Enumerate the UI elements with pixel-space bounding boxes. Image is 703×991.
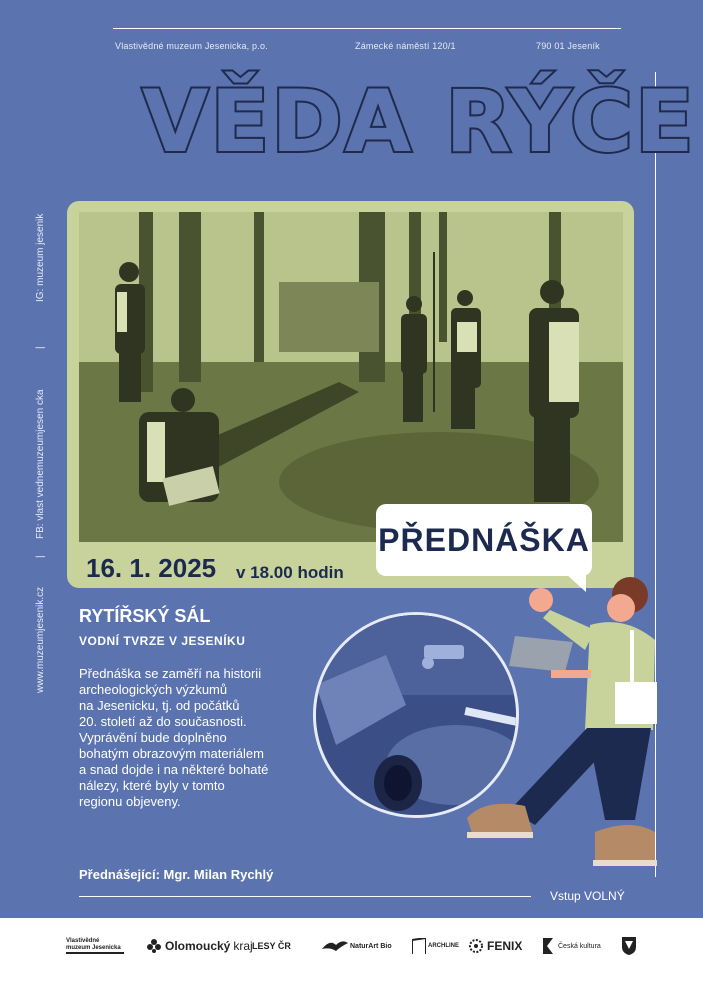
lecturer-cartoon-figure bbox=[455, 570, 670, 885]
entry-info: Vstup VOLNÝ bbox=[550, 889, 625, 903]
sidebar-web[interactable]: www.muzeumjesenik.cz bbox=[35, 586, 46, 693]
bottom-rule bbox=[79, 896, 531, 897]
logo-olomoucky-kraj[interactable] bbox=[146, 926, 253, 966]
poster-title: VĚDA RÝČE bbox=[142, 72, 696, 172]
sidebar-separator: | bbox=[35, 346, 46, 349]
bird-icon bbox=[322, 939, 348, 953]
lecture-label: PŘEDNÁŠKA bbox=[378, 522, 590, 558]
venue-subtitle: VODNÍ TVRZE V JESENÍKU bbox=[79, 634, 246, 648]
gear-icon bbox=[468, 938, 484, 954]
forest-scene-illustration bbox=[79, 212, 623, 542]
logo-naturart-text: NaturArt Bio bbox=[350, 942, 392, 950]
street-address: Zámecké náměstí 120/1 bbox=[355, 41, 456, 51]
logo-jesenik[interactable] bbox=[622, 926, 636, 966]
institution-address: Vlastivědné muzeum Jesenicka, p.o. bbox=[115, 41, 268, 51]
venue-name: RYTÍŘSKÝ SÁL bbox=[79, 606, 211, 626]
flower-icon bbox=[146, 938, 162, 954]
lecture-description: Přednáška se zaměří na historii archeologických výzkumů na Jesenicku, tj. od počátků 20. století až do současnosti. Vyprávění bude doplněno bohatým obrazovým materiálem a snad dojde i na některé bohaté nálezy, které byly v tomto regionu objeveny. bbox=[79, 666, 269, 809]
sidebar-contacts bbox=[35, 205, 51, 705]
logo-lesy-cr[interactable] bbox=[252, 926, 291, 966]
logo-naturart[interactable] bbox=[322, 926, 392, 966]
logo-museum-text: Vlastivědné muzeum Jesenicka bbox=[66, 938, 124, 954]
arch-icon bbox=[412, 938, 426, 954]
logo-kraj-text: kraj bbox=[233, 939, 253, 953]
coat-of-arms-icon bbox=[622, 937, 636, 955]
logo-ceska-kultura[interactable] bbox=[541, 926, 601, 966]
sidebar-separator: | bbox=[35, 555, 46, 558]
logo-lesy-text: LESY ČR bbox=[252, 941, 291, 951]
logo-olomoucky-text: Olomoucký bbox=[165, 939, 231, 953]
logo-archline-text: ARCHLINE bbox=[428, 943, 459, 949]
excavation-photo bbox=[79, 212, 623, 542]
partner-logos bbox=[0, 926, 703, 966]
logo-ceska-kultura-text: Česká kultura bbox=[558, 942, 601, 950]
top-rule bbox=[113, 28, 621, 29]
event-time: v 18.00 hodin bbox=[236, 563, 344, 582]
logo-fenix[interactable] bbox=[468, 926, 522, 966]
cartoon-person-illustration bbox=[455, 570, 670, 885]
lecturer-name: Přednášející: Mgr. Milan Rychlý bbox=[79, 867, 274, 882]
ck-mark-icon bbox=[541, 938, 555, 954]
logo-museum[interactable] bbox=[66, 926, 126, 966]
logo-archline[interactable] bbox=[412, 926, 459, 966]
sidebar-instagram[interactable]: IG: muzeum jesenik bbox=[35, 213, 46, 302]
lecture-bubble bbox=[376, 504, 592, 576]
logo-fenix-text: FENIX bbox=[487, 939, 523, 953]
city-address: 790 01 Jeseník bbox=[536, 41, 600, 51]
sidebar-facebook[interactable]: FB: vlast vednemuzeumjesen cka bbox=[35, 389, 46, 539]
event-date: 16. 1. 2025 bbox=[86, 553, 217, 583]
